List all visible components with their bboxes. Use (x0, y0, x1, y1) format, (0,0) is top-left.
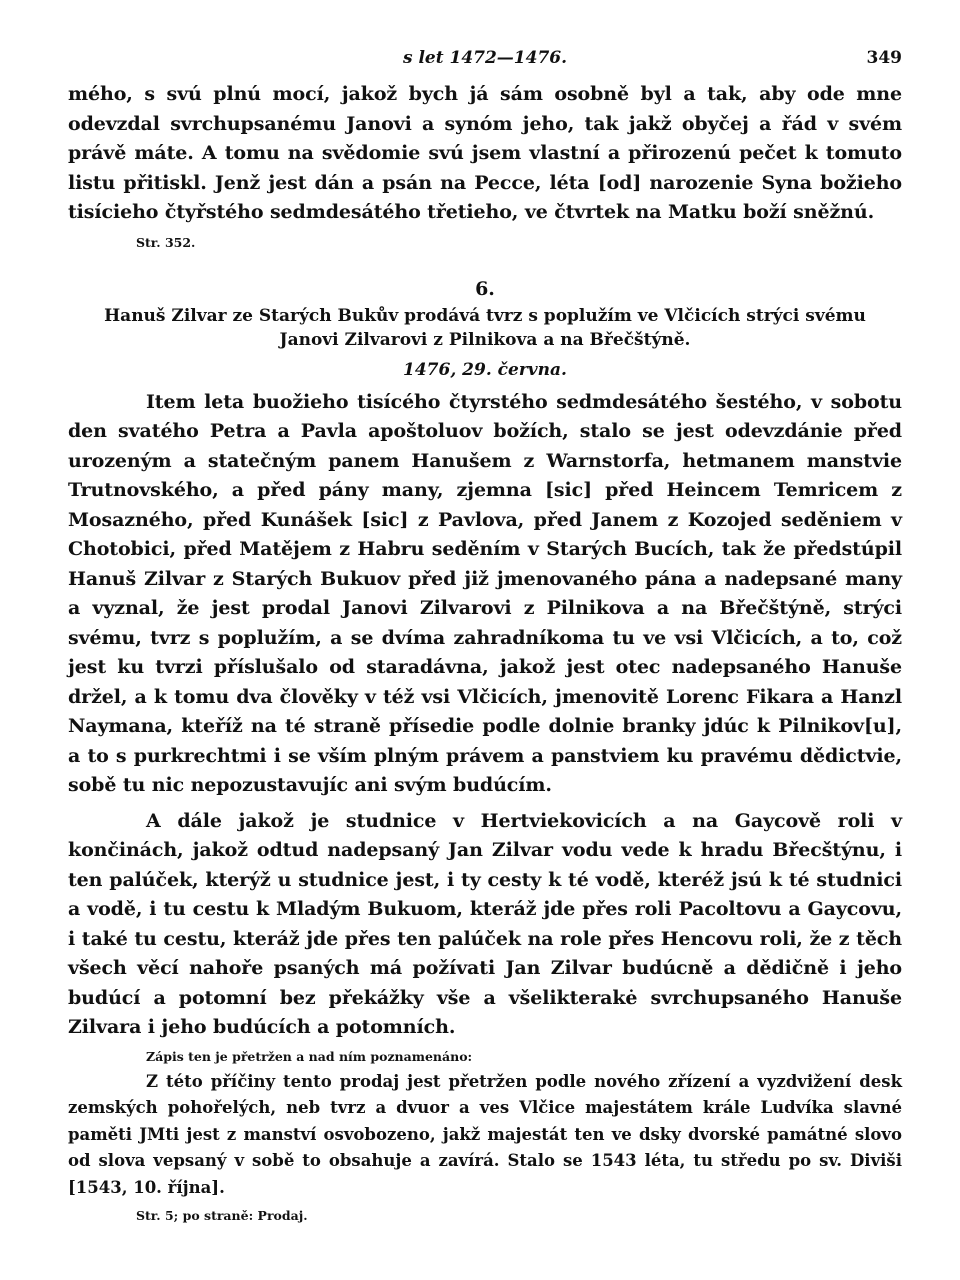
note-paragraph: Z této příčiny tento prodaj jest přetržen podle nového zřízení a vyzdvižení desk zemských pohořelých, neb tvrz a dvuor a ves Vlčice majestátem krále Ludvíka slavné paměti JMti jest z manství osvobozeno, jakž majestát ten ve dsky dvorské památné slovo od slova vepsaný v sobě to obsahuje a zavírá. Stalo se 1543 léta, tu středu po sv. Diviši [1543, 10. října]. (68, 1071, 902, 1197)
running-header (68, 40, 902, 80)
document-date: 1476, 29. června. (403, 359, 567, 380)
running-title: s let 1472—1476. (402, 48, 568, 68)
source-reference: Str. 5; po straně: Prodaj. (136, 1208, 308, 1223)
page-number: 349 (866, 48, 902, 68)
section-number: 6. (475, 277, 495, 300)
body-paragraph: A dále jakož je studnice v Hertviekovicích a na Gaycově roli v končinách, jakož odtud nadepsaný Jan Zilvar vodu vede k hradu Břecštýnu, i ten palúček, kterýž u studnice jest, i ty cesty k té vodě, kteréž jsú k té studnici a vodě, i tu cestu k Mladým Bukuom, kteráž jde přes roli Pacoltovu a Gaycovu, i také tu cestu, kteráž jde přes ten palúček na role přes Hencovu roli, že z těch všech věcí nahoře psaných má požívati Jan Zilvar budúcně a dědičně i jeho budúcí a potomní bez překážky vše a všelikterakė svrchupsaného Hanuše Zilvara i jeho budúcích a potomních. (68, 809, 902, 1038)
document-page (68, 40, 902, 1240)
body-paragraph: Item leta buožieho tisícého čtyrstého sedmdesátého šestého, v sobotu den svatého Petra a Pavla apoštoluov božích, stalo se jest odevzdánie před urozeným a statečným panem Hanušem z Warnstorfa, hetmanem manstvie Trutnovského, a před pány many, zjemna [sic] před Heincem Temricem z Mosazného, před Kunášek [sic] z Pavlova, před Janem z Kozojed seděniem v Chotobici, před Matějem z Habru seděním v Starých Bucích, tak že předstúpil Hanuš Zilvar z Starých Bukuov před již jmenovaného pána a nadepsané many a vyznal, že jest prodal Janovi Zilvarovi z Pilnikova a na Břečštýně, strýci svému, tvrz s poplužím, a se dvíma zahradníkoma tu ve vsi Vlčicích, a to, což jest ku tvrzi příslušalo od staradávna, jakož jest otec nadepsaného Hanuše držel, a k tomu dva člověky v též vsi Vlčicích, jmenovitě Lorenc Fikara a Hanzl Naymana, kteříž na té straně přísedie podle dolnie branky jdúc k Pilnikov[u], a to s purkrechtmi i se vším plným právem a panstviem ku pravému dědictvie, sobě tu nic nepozustavujíc ani svým budúcím. (68, 390, 902, 796)
document-summary: Hanuš Zilvar ze Starých Bukův prodává tvrz s poplužím ve Vlčicích strýci svému Janovi Zilvarovi z Pilnikova a na Břečštýně. (104, 305, 866, 350)
source-reference: Str. 352. (136, 234, 196, 250)
note-heading: Zápis ten je přetržen a nad ním poznamenáno: (146, 1048, 473, 1064)
continuation-paragraph: mého, s svú plnú mocí, jakož bych já sám osobně byl a tak, aby ode mne odevzdal svrchupsanému Janovi a synóm jeho, tak jakž obyčej a řád v svém právě máte. A tomu na svědomie svú jsem vlastní a přirozenú pečet k tomuto listu přitiskl. Jenž jest dán a psán na Pecce, léta [od] narozenie Syna božieho tisícieho čtyřstého sedmdesátého třetieho, ve čtvrtek na Matku boží sněžnú. (68, 83, 902, 223)
